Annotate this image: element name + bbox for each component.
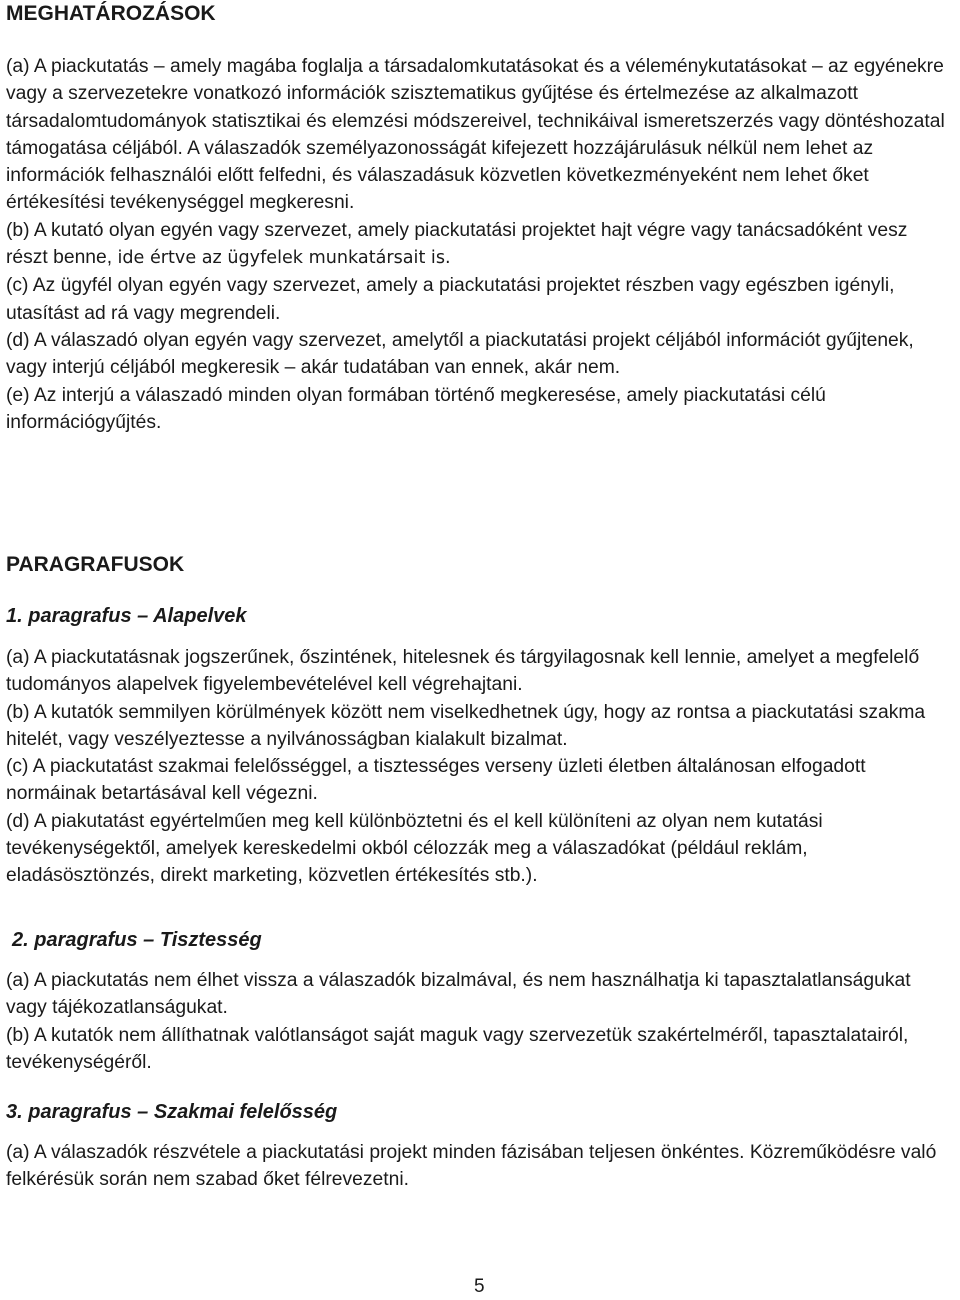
definition-b-main: (b) A kutató olyan egyén vagy szervezet, amely piackutatási projektet hajt végre vagy tanácsadóként vesz részt benne, [6,219,908,269]
paragraph-3-title: 3. paragrafus – Szakmai felelősség [6,1101,338,1123]
paragraph-1-item-d: (d) A piakutatást egyértelműen meg kell különböztetni és el kell különíteni az olyan nem kutatási tevékenységektől, amelyek kereskedelmi okból célozzák meg a válaszadókat (például reklám, eladásösztönzés, direkt marketing, közvetlen értékesítés stb.). [6,810,823,887]
paragraph-3-item-a: (a) A válaszadók részvétele a piackutatási projekt minden fázisában teljesen önkéntes. Közreműködésre való felkérésük során nem szabad őket félrevezetni. [6,1142,937,1191]
definition-b [6,217,954,273]
paragraph-2-item-a: (a) A piackutatás nem élhet vissza a válaszadók bizalmával, és nem használhatja ki tapasztalatlanságukat vagy tájékozatlanságukat. [6,970,911,1019]
paragraph-2-body [6,967,954,1076]
paragraph-1-item-c: (c) A piackutatást szakmai felelősséggel, a tisztességes verseny üzleti életben általánosan elfogadott normáinak betartásával kell végezni. [6,756,866,805]
paragraph-2-title: 2. paragrafus – Tisztesség [12,929,262,951]
definition-d: (d) A válaszadó olyan egyén vagy szervezet, amelytől a piackutatási projekt céljából információt gyűjtenek, vagy interjú céljából megkeresik – akár tudatában van ennek, akár nem. [6,329,914,379]
paragraph-1-body [6,644,954,890]
page-number: 5 [474,1276,485,1297]
definitions-section [6,53,954,436]
definition-b-tail: ide értve az ügyfelek munkatársait is. [117,248,451,269]
paragraph-2-item-b: (b) A kutatók nem állíthatnak valótlanságot saját maguk vagy szervezetük szakértelméről, tapasztalatairól, tevékenységéről. [6,1024,909,1073]
definition-e: (e) Az interjú a válaszadó minden olyan formában történő megkeresése, amely piackutatási célú információgyűjtés. [6,384,826,433]
paragraph-1-item-a: (a) A piackutatásnak jogszerűnek, őszintének, hitelesnek és tárgyilagosnak kell lennie, amelyet a megfelelő tudományos alapelvek figyelembevételével kell végrehajtani. [6,647,920,696]
paragraph-3-body [6,1139,954,1194]
definitions-heading: MEGHATÁROZÁSOK [6,2,216,25]
paragraphs-heading: PARAGRAFUSOK [6,553,185,576]
definition-c: (c) Az ügyfél olyan egyén vagy szervezet, amely a piackutatási projektet részben vagy egészben igényli, utasítást ad rá vagy megrendeli. [6,275,895,324]
paragraph-1-title: 1. paragrafus – Alapelvek [6,605,247,627]
definition-a: (a) A piackutatás – amely magába foglalja a társadalomkutatásokat és a véleménykutatásokat – az egyénekre vagy a szervezetekre vonatkozó információk szisztematikus gyűjtése és értelmezése az alkalmazott társadalomtudományok statisztikai és elemzési módszereivel, technikáival ismeretszerzés vagy döntéshozatal támogatása céljából. A válaszadók személyazonosságát kifejezett hozzájárulásuk nélkül nem lehet az információk felhasználói előtt felfedni, és válaszadásuk közvetlen következményeként nem lehet őket értékesítési tevékenységgel megkeresni. [6,56,945,214]
paragraph-1-item-b: (b) A kutatók semmilyen körülmények között nem viselkedhetnek úgy, hogy az rontsa a piackutatási szakma hitelét, vagy veszélyeztesse a nyilvánosságban kialakult bizalmat. [6,701,926,750]
